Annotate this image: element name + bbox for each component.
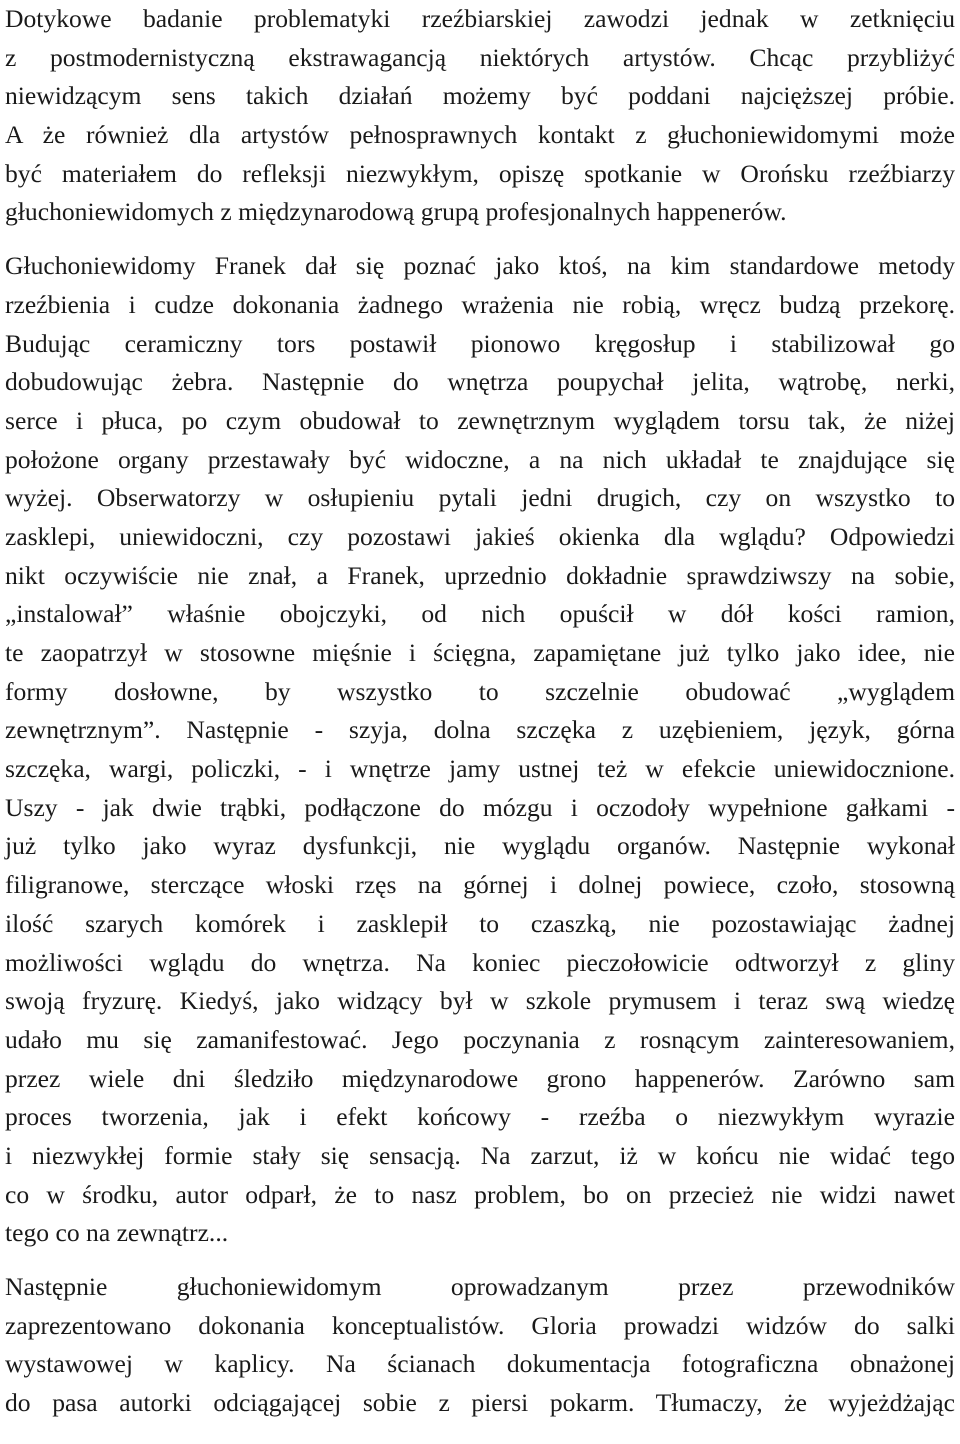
text-line: filigranowe, sterczące włoski rzęs na górnej i dolnej powiece, czoło, stosowną (5, 870, 955, 900)
text-line: do pasa autorki odciągającej sobie z piersi pokarm. Tłumaczy, że wyjeżdżając (5, 1388, 955, 1418)
paragraph-2 (5, 247, 955, 1253)
text-line: formy dosłowne, by wszystko to szczelnie obudować „wyglądem (5, 676, 955, 706)
text-line: Budując ceramiczny tors postawił pionowo kręgosłup i stabilizował go (5, 328, 955, 358)
paragraph-gap (5, 1253, 955, 1268)
text-line: z postmodernistyczną ekstrawagancją niektórych artystów. Chcąc przybliżyć (5, 42, 955, 72)
text-line: przez wiele dni śledziło międzynarodowe grono happenerów. Zarówno sam (5, 1063, 955, 1093)
text-line: Głuchoniewidomy Franek dał się poznać jako ktoś, na kim standardowe metody (5, 251, 955, 281)
text-line: położone organy przestawały być widoczne, a na nich układał te znajdujące się (5, 444, 955, 474)
text-line: swoją fryzurę. Kiedyś, jako widzący był w szkole prymusem i teraz swą wiedzę (5, 986, 955, 1016)
text-line: serce i płuca, po czym obudował to zewnętrznym wyglądem torsu tak, że niżej (5, 405, 955, 435)
text-line: Uszy - jak dwie trąbki, podłączone do mózgu i oczodoły wypełnione gałkami - (5, 792, 955, 822)
text-line: szczęka, wargi, policzki, - i wnętrze jamy ustnej też w efekcie uniewidocznione. (5, 754, 955, 784)
text-line: głuchoniewidomych z międzynarodową grupą profesjonalnych happenerów. (5, 197, 787, 227)
text-line: zaprezentowano dokonania konceptualistów. Gloria prowadzi widzów do salki (5, 1310, 955, 1340)
text-line: i niezwykłej formie stały się sensacją. Na zarzut, iż w końcu nie widać tego (5, 1140, 955, 1170)
text-line: A że również dla artystów pełnosprawnych kontakt z głuchoniewidomymi może (5, 120, 955, 150)
paragraph-1 (5, 0, 955, 232)
paragraph-3 (5, 1268, 955, 1423)
paragraph-gap (5, 232, 955, 247)
text-line: Dotykowe badanie problematyki rzeźbiarskiej zawodzi jednak w zetknięciu (5, 4, 955, 33)
text-line: tego co na zewnątrz... (5, 1218, 229, 1248)
text-line: nikt oczywiście nie znał, a Franek, uprzednio dokładnie sprawdziwszy na sobie, (5, 560, 955, 590)
text-line: zasklepi, uniewidoczni, czy pozostawi jakieś okienka dla wglądu? Odpowiedzi (5, 521, 955, 551)
text-line: wyżej. Obserwatorzy w osłupieniu pytali jedni drugich, czy on wszystko to (5, 483, 955, 513)
text-line: już tylko jako wyraz dysfunkcji, nie wyglądu organów. Następnie wykonał (5, 831, 955, 861)
text-line: rzeźbienia i cudze dokonania żadnego wrażenia nie robią, wręcz budzą przekorę. (5, 289, 955, 319)
text-line: dobudowując żebra. Następnie do wnętrza poupychał jelita, wątrobę, nerki, (5, 367, 955, 397)
text-line: „instalował” właśnie obojczyki, od nich opuścił w dół kości ramion, (5, 599, 955, 629)
text-line: wystawowej w kaplicy. Na ścianach dokumentacja fotograficzna obnażonej (5, 1349, 955, 1379)
text-line: Następnie głuchoniewidomym oprowadzanym przez przewodników (5, 1272, 955, 1301)
text-line: możliwości wglądu do wnętrza. Na koniec pieczołowicie odtworzył z gliny (5, 947, 955, 977)
document-page (5, 0, 955, 1423)
text-line: te zaopatrzył w stosowne mięśnie i ścięgna, zapamiętane już tylko jako idee, nie (5, 638, 955, 667)
text-line: udało mu się zamanifestować. Jego poczynania z rosnącym zainteresowaniem, (5, 1024, 955, 1054)
text-line: ilość szarych komórek i zasklepił to czaszką, nie pozostawiając żadnej (5, 908, 955, 938)
text-line: proces tworzenia, jak i efekt końcowy - rzeźba o niezwykłym wyrazie (5, 1102, 955, 1132)
text-line: być materiałem do refleksji niezwykłym, opiszę spotkanie w Orońsku rzeźbiarzy (5, 158, 955, 188)
text-line: zewnętrznym”. Następnie - szyja, dolna szczęka z uzębieniem, język, górna (5, 715, 955, 745)
text-line: niewidzącym sens takich działań możemy być poddani najcięższej próbie. (5, 81, 955, 111)
text-line: co w środku, autor odparł, że to nasz problem, bo on przecież nie widzi nawet (5, 1179, 955, 1209)
